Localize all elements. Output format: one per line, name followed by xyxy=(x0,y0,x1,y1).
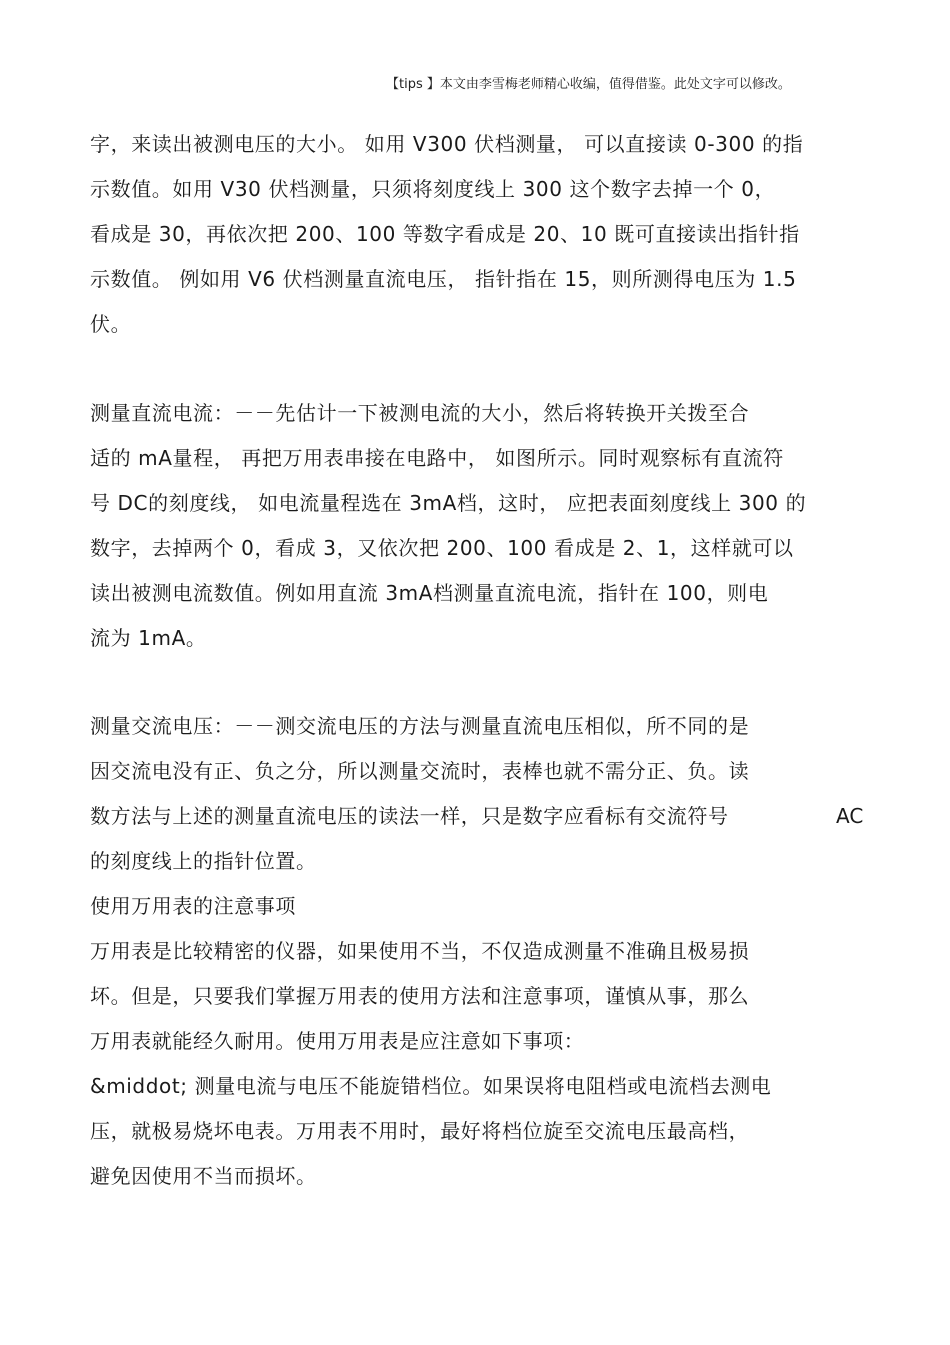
text-line-12: 测量交流电压：－－测交流电压的方法与测量直流电压相似，所不同的是 xyxy=(90,714,750,738)
text-line-6: 测量直流电流：－－先估计一下被测电流的大小，然后将转换开关拨至合 xyxy=(90,401,750,425)
section-heading: 使用万用表的注意事项 xyxy=(90,894,296,918)
text-line-15: 的刻度线上的指针位置。 xyxy=(90,849,317,873)
header-tip: 【tips 】本文由李雪梅老师精心收编，值得借鉴。此处文字可以修改。 xyxy=(386,77,791,92)
text-line-11: 流为 1mA。 xyxy=(90,626,207,650)
text-line-8: 号 DC的刻度线， 如电流量程选在 3mA档，这时， 应把表面刻度线上 300 的 xyxy=(90,491,807,515)
text-line-4: 示数值。 例如用 V6 伏档测量直流电压， 指针指在 15，则所测得电压为 1.5 xyxy=(90,267,797,291)
text-line-2: 示数值。如用 V30 伏档测量，只须将刻度线上 300 这个数字去掉一个 0， xyxy=(90,177,776,201)
text-line-17: 万用表是比较精密的仪器，如果使用不当，不仅造成测量不准确且极易损 xyxy=(90,939,750,963)
text-line-14: 数方法与上述的测量直流电压的读法一样，只是数字应看标有交流符号 xyxy=(90,804,729,828)
text-line-19: 万用表就能经久耐用。使用万用表是应注意如下事项： xyxy=(90,1029,585,1053)
text-line-18: 坏。但是，只要我们掌握万用表的使用方法和注意事项，谨慎从事，那么 xyxy=(90,984,750,1008)
text-line-7: 适的 mA量程， 再把万用表串接在电路中， 如图所示。同时观察标有直流符 xyxy=(90,446,784,470)
text-line-5: 伏。 xyxy=(90,312,132,336)
text-line-3: 看成是 30，再依次把 200、100 等数字看成是 20、10 既可直接读出指针指 xyxy=(90,222,800,246)
text-line-13: 因交流电没有正、负之分，所以测量交流时，表棒也就不需分正、负。读 xyxy=(90,759,750,783)
ac-symbol-label: AC xyxy=(836,804,864,828)
text-line-21: 压，就极易烧坏电表。万用表不用时，最好将档位旋至交流电压最高档， xyxy=(90,1119,750,1143)
text-line-10: 读出被测电流数值。例如用直流 3mA档测量直流电流，指针在 100，则电 xyxy=(90,581,769,605)
text-line-1: 字，来读出被测电压的大小。 如用 V300 伏档测量， 可以直接读 0-300 的指 xyxy=(90,132,804,156)
text-line-9: 数字，去掉两个 0，看成 3，又依次把 200、100 看成是 2、1，这样就可以 xyxy=(90,536,794,560)
text-line-20: &middot; 测量电流与电压不能旋错档位。如果误将电阻档或电流档去测电 xyxy=(90,1074,772,1098)
text-line-22: 避免因使用不当而损坏。 xyxy=(90,1164,317,1188)
